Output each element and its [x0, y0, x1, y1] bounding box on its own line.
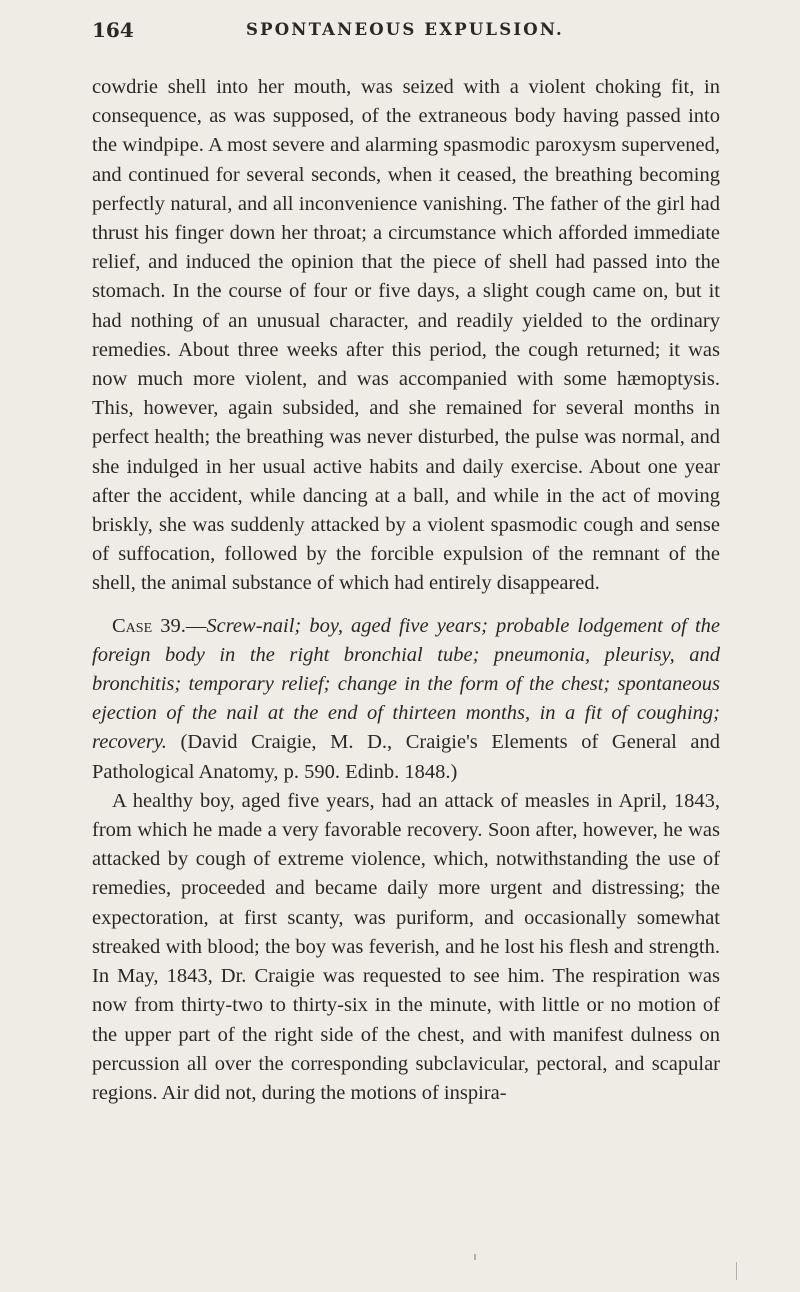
paragraph-gap: [92, 599, 720, 612]
case-citation: (David Craigie, M. D., Craigie's Elements of General and Pathological Anatomy, p. 590. Edinb. 1848.): [92, 731, 720, 783]
body-text: [92, 73, 720, 1108]
case-summary: Screw-nail; boy, aged five years; probable lodgement of the foreign body in the right bronchial tube; pneumonia, pleurisy, and bronchitis; temporary relief; change in the form of the chest; spontaneous ejection of the nail at the end of thirteen months, in a fit of coughing; recovery.: [92, 614, 720, 754]
case-label: Case 39.: [112, 614, 186, 637]
page-header: [92, 18, 718, 48]
paragraph-case-body: A healthy boy, aged five years, had an attack of measles in April, 1843, from which he made a very favorable recovery. Soon after, however, he was attacked by cough of extreme violence, which, notwithstanding the use of remedies, proceeded and became daily more urgent and distressing; the expectoration, at first scanty, was puriform, and occasionally somewhat streaked with blood; the boy was feverish, and he lost his flesh and strength. In May, 1843, Dr. Craigie was requested to see him. The respiration was now from thirty-two to thirty-six in the minute, with little or no motion of the upper part of the right side of the chest, and with manifest dulness on percussion all over the corresponding subclavicular, pectoral, and scapular regions. Air did not, during the motions of inspira-: [92, 789, 720, 1104]
scan-speck: [474, 1254, 476, 1260]
page-number: 164: [92, 18, 134, 42]
running-head: SPONTANEOUS EXPULSION.: [246, 20, 564, 39]
scan-speck: [736, 1262, 737, 1280]
paragraph-continuation: cowdrie shell into her mouth, was seized with a violent choking fit, in consequence, as was supposed, of the extraneous body having passed into the windpipe. A most severe and alarming spasmodic paroxysm supervened, and continued for several seconds, when it ceased, the breathing becoming perfectly natural, and all inconvenience vanishing. The father of the girl had thrust his finger down her throat; a circumstance which afforded immediate relief, and induced the opinion that the piece of shell had passed into the stomach. In the course of four or five days, a slight cough came on, but it had nothing of an unusual character, and readily yielded to the ordinary remedies. About three weeks after this period, the cough returned; it was now much more violent, and was accompanied with some hæmoptysis. This, however, again subsided, and she remained for several months in perfect health; the breathing was never disturbed, the pulse was normal, and she indulged in her usual active habits and daily exercise. About one year after the accident, while dancing at a ball, and while in the act of moving briskly, she was suddenly attacked by a violent spasmodic cough and sense of suffocation, followed by the forcible expulsion of the remnant of the shell, the animal substance of which had entirely disappeared.: [92, 76, 720, 595]
case-heading: [92, 612, 720, 787]
case-dash: —: [185, 614, 207, 637]
